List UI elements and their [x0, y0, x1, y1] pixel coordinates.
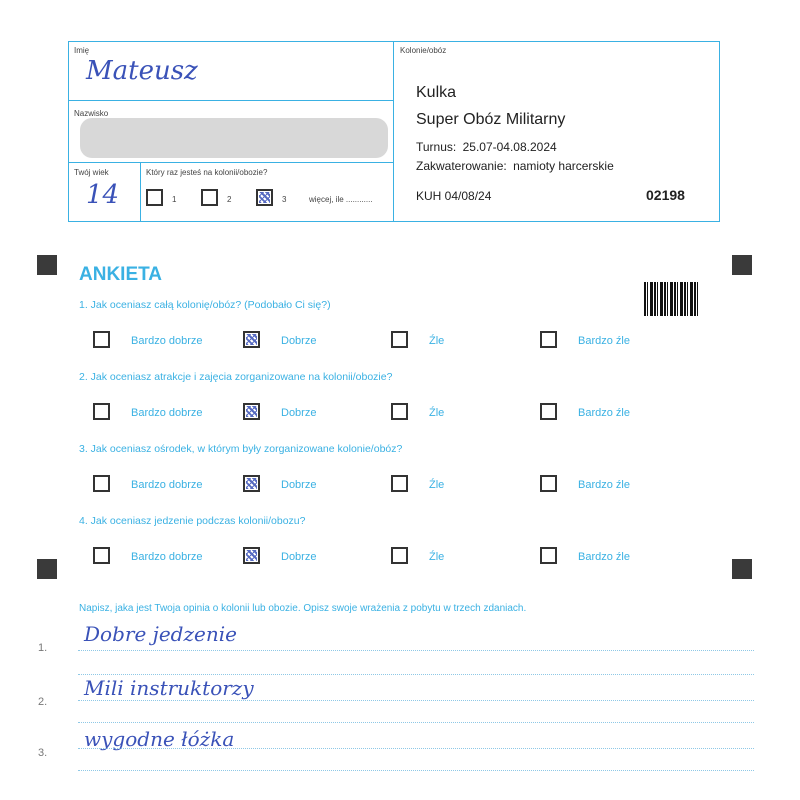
header-divider-age — [140, 162, 141, 222]
answer-line-number: 3. — [38, 747, 48, 759]
opinion-prompt: Napisz, jaka jest Twoja opinia o kolonii lub obozie. Opisz swoje wrażenia z pobytu w trzech zdaniach. — [79, 603, 527, 614]
name-label: Imię — [74, 46, 90, 55]
answer-option-label: Źle — [429, 479, 445, 491]
answer-checkbox[interactable] — [540, 403, 557, 420]
answer-option-label: Bardzo źle — [578, 407, 630, 419]
answer-checkbox[interactable] — [243, 403, 260, 420]
question-text: 3. Jak oceniasz ośrodek, w którym były zorganizowane kolonie/obóz? — [79, 443, 403, 455]
handwritten-answer: Dobre jedzenie — [84, 622, 237, 646]
visit-checkbox-2[interactable] — [201, 189, 218, 206]
answer-option-label: Bardzo źle — [578, 479, 630, 491]
camp-program: Super Obóz Militarny — [416, 111, 566, 128]
registration-marker-bottom-right — [732, 559, 752, 579]
lodging-label: Zakwaterowanie: — [416, 159, 507, 173]
answer-checkbox[interactable] — [391, 331, 408, 348]
visit-checkbox-1[interactable] — [146, 189, 163, 206]
survey-title: ANKIETA — [79, 264, 163, 285]
answer-option-label: Bardzo źle — [578, 335, 630, 347]
registration-marker-top-left — [37, 255, 57, 275]
answer-checkbox[interactable] — [93, 331, 110, 348]
lodging-row — [416, 159, 614, 173]
visit-option-1: 1 — [172, 195, 177, 204]
surname-redaction — [80, 118, 388, 158]
form-code: KUH 04/08/24 — [416, 189, 492, 203]
answer-line-number: 1. — [38, 642, 48, 654]
answer-option-label: Źle — [429, 407, 445, 419]
answer-option-label: Dobrze — [281, 551, 317, 563]
header-divider-name — [68, 100, 394, 101]
writing-line — [78, 748, 754, 749]
answer-option-label: Bardzo dobrze — [131, 407, 203, 419]
answer-option-label: Dobrze — [281, 479, 317, 491]
answer-checkbox[interactable] — [391, 547, 408, 564]
turnus-value: 25.07-04.08.2024 — [462, 140, 557, 154]
camp-name: Kulka — [416, 84, 457, 101]
name-value: Mateusz — [86, 56, 198, 86]
writing-line — [78, 700, 754, 701]
writing-line — [78, 650, 754, 651]
answer-option-label: Dobrze — [281, 407, 317, 419]
answer-line-number: 2. — [38, 696, 48, 708]
visit-option-3: 3 — [282, 195, 287, 204]
answer-option-label: Źle — [429, 335, 445, 347]
question-text: 4. Jak oceniasz jedzenie podczas kolonii/obozu? — [79, 515, 306, 527]
answer-checkbox[interactable] — [540, 547, 557, 564]
registration-marker-bottom-left — [37, 559, 57, 579]
answer-checkbox[interactable] — [243, 547, 260, 564]
form-number: 02198 — [646, 187, 685, 203]
surname-label: Nazwisko — [74, 109, 109, 118]
answer-checkbox[interactable] — [93, 547, 110, 564]
answer-option-label: Bardzo źle — [578, 551, 630, 563]
turnus-label: Turnus: — [416, 140, 457, 154]
answer-option-label: Dobrze — [281, 335, 317, 347]
writing-line — [78, 770, 754, 771]
header-divider-surname — [68, 162, 394, 163]
answer-checkbox[interactable] — [93, 403, 110, 420]
visit-more: więcej, ile ............ — [309, 195, 373, 204]
answer-checkbox[interactable] — [391, 403, 408, 420]
writing-line — [78, 722, 754, 723]
age-value: 14 — [86, 180, 120, 210]
answer-option-label: Źle — [429, 551, 445, 563]
camp-label: Kolonie/obóz — [400, 46, 447, 55]
barcode — [644, 282, 698, 316]
visit-option-2: 2 — [227, 195, 232, 204]
visit-checkbox-3[interactable] — [256, 189, 273, 206]
answer-checkbox[interactable] — [540, 475, 557, 492]
answer-checkbox[interactable] — [243, 331, 260, 348]
visit-label: Który raz jesteś na kolonii/obozie? — [146, 168, 268, 177]
handwritten-answer: Mili instruktorzy — [84, 676, 254, 700]
lodging-value: namioty harcerskie — [513, 159, 614, 173]
answer-option-label: Bardzo dobrze — [131, 551, 203, 563]
question-text: 2. Jak oceniasz atrakcje i zajęcia zorganizowane na kolonii/obozie? — [79, 371, 393, 383]
writing-line — [78, 674, 754, 675]
answer-checkbox[interactable] — [391, 475, 408, 492]
answer-checkbox[interactable] — [243, 475, 260, 492]
turnus-row — [416, 140, 557, 154]
registration-marker-top-right — [732, 255, 752, 275]
question-text: 1. Jak oceniasz całą kolonię/obóz? (Podobało Ci się?) — [79, 299, 331, 311]
header-divider-vertical — [393, 41, 394, 222]
answer-option-label: Bardzo dobrze — [131, 335, 203, 347]
answer-option-label: Bardzo dobrze — [131, 479, 203, 491]
answer-checkbox[interactable] — [93, 475, 110, 492]
handwritten-answer: wygodne łóżka — [84, 727, 235, 751]
age-label: Twój wiek — [74, 168, 109, 177]
answer-checkbox[interactable] — [540, 331, 557, 348]
